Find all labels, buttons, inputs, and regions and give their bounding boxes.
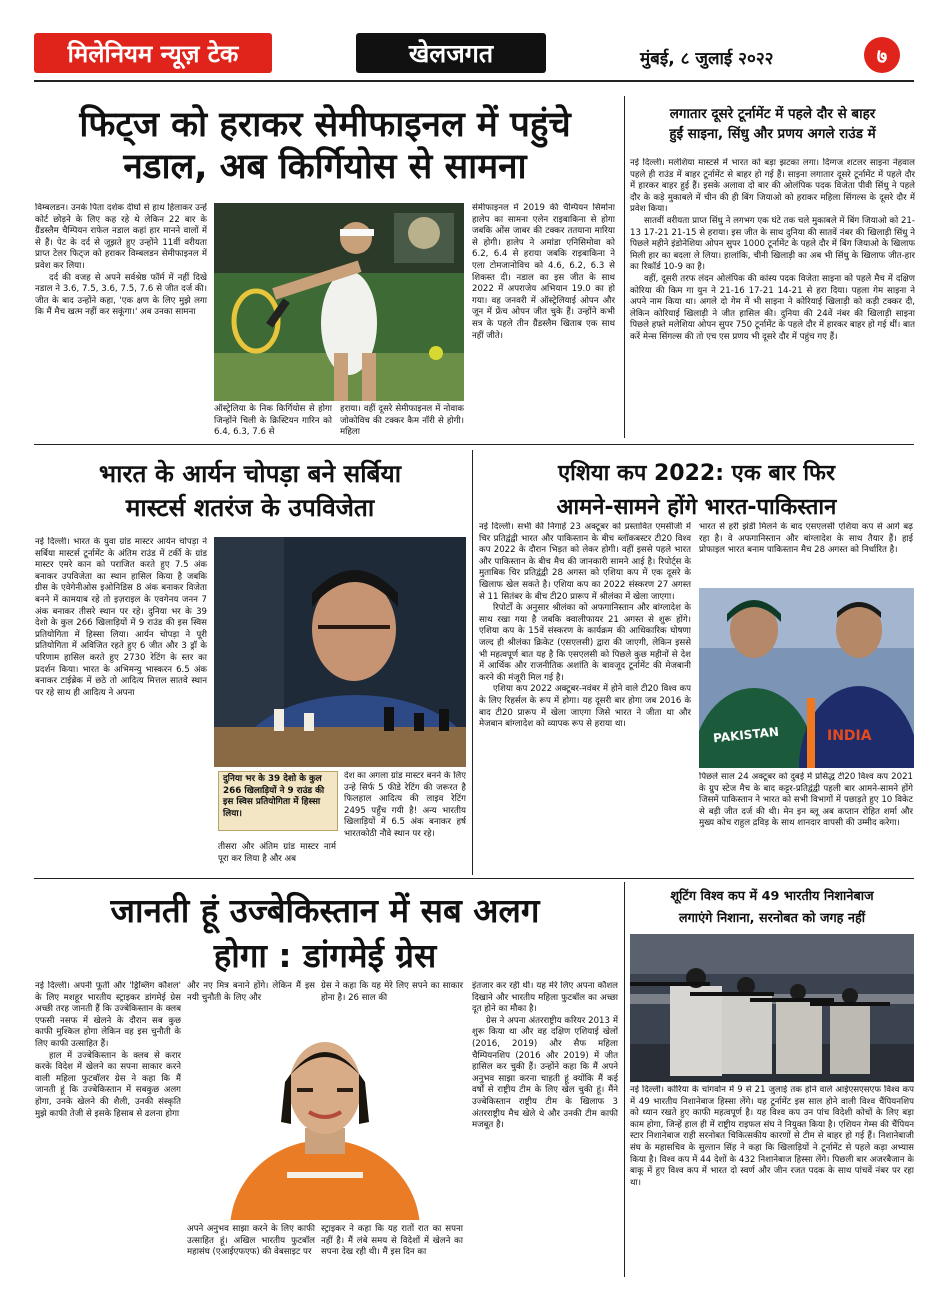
dateline: मुंबई, ८ जुलाई २०२२ bbox=[640, 49, 774, 69]
chess-col3b bbox=[344, 771, 466, 873]
masthead-rule bbox=[34, 80, 914, 82]
page-number-text: ७ bbox=[876, 43, 888, 68]
chess-photo-svg bbox=[214, 537, 466, 767]
chess-col2b: तीसरा और अंतिम ग्रांड मास्टर नार्म पूरा कर लिया है और अब bbox=[218, 842, 336, 864]
nadal-col1 bbox=[35, 203, 207, 430]
asia-col2-top-p1: भारत से हरी झंडी मिलने के बाद एसएलसी एशिया कप से आगे बढ़ रहा है। वे अफगानिस्तान और बांग्लादेश के साथ तैयार हैं। हाई प्रोफाइल भारत बनाम पाकिस्तान मैच 28 अगस्त को निर्धारित है। bbox=[699, 522, 913, 556]
asia-headline-line2: आमने-सामने होंगे भारत-पाकिस्तान bbox=[556, 495, 837, 520]
asia-col2-bottom bbox=[699, 772, 913, 874]
shooting-body bbox=[630, 1085, 914, 1271]
nadal-headline-line1: फिट्ज को हराकर सेमीफाइनल में पहुंचे bbox=[79, 105, 571, 145]
chess-piece-icon bbox=[274, 709, 284, 731]
nadal-headline-line2: नडाल, अब किर्गियोस से सामना bbox=[123, 147, 527, 187]
saina-headline-line1: लगातार दूसरे टूर्नामेंट में पहले दौर से बाहर bbox=[669, 106, 876, 122]
asia-col2-top bbox=[699, 522, 913, 584]
nadal-saina-divider bbox=[624, 96, 625, 438]
nadal-caption-right: हराया। वहीं दूसरे सेमीफाइनल में नोवाक जोकोविच की टक्कर कैम नॉरी से होगी। महिला bbox=[340, 404, 464, 438]
nadal-caption-mid: ऑस्ट्रेलिया के निक किर्गियोस से होगा जिन्होंने चिली के क्रिस्टियन गारिन को 6.4, 6.3, 7.6 से bbox=[214, 404, 332, 438]
nadal-col1-p1: विम्बलडन। उनके पिता दर्शक दीर्घा से हाथ हिलाकर उन्हें कोर्ट छोड़ने के लिए कह रहे थे लेकिन 22 बार के ग्रैंडस्लैम चैम्पियन राफेल नडाल कहां हार मानने वालों में से हैं। पेट के दर्द से जूझते हुए उन्होंने 11वीं वरीयता प्राप्त टेलर फिट्ज को हराकर विम्बलडन सेमीफाइनल में प्रवेश कर लिया। bbox=[35, 203, 207, 271]
saina-p2: सातवीं वरीयता प्राप्त सिंधु ने लगभग एक घंटे तक चले मुकाबले में बिंग जियाओ को 21-13 17-21 21-15 से हराया। इस जीत के साथ दुनिया की सातवें नंबर की खिलाड़ी सिंधु ने पिछले महीने इंडोनेशिया ओपन सुपर 1000 टूर्नामेंट के पहले दौर में बिंग जियाओ के खिलाफ मिली हार का बदला ले लिया। हालांकि, चीनी खिलाड़ी का अब भी सिंधु के खिलाफ जीत-हार का रिकॉर्ड 10-9 का है। bbox=[630, 215, 915, 273]
saina-p1: नई दिल्ली। मलेशिया मास्टर्स में भारत को बड़ा झटका लगा। दिग्गज शटलर साइना नेहवाल पहले ही राउंड में बाहर टूर्नामेंट से बाहर हो गई हैं। साइना लगातार दूसरे टूर्नामेंट में पहले दौर में हारकर बाहर हुई हैं। इसके अलावा दो बार की ओलंपिक पदक विजेता पीवी सिंधु ने पहले दौर के कड़े मुकाबले में चीन की ही बिंग जियाओ को हराकर महिला सिंगल्स के दूसरे दौर में प्रवेश किया। bbox=[630, 158, 915, 215]
section-rule-1 bbox=[34, 444, 914, 445]
shooting-p1: नई दिल्ली। कोरिया के चांगवोन में 9 से 21 जुलाई तक होने वाले आईएसएसएफ विश्व कप में 49 भारतीय निशानेबाज हिस्सा लेंगे। यह टूर्नामेंट इस साल होने वाली विश्व चैंपियनशिप को ध्यान रखते हुए काफी महत्वपूर्ण है। यह विश्व कप उन पांच विदेशी कोचों के लिए बड़ा काम होगा, जिन्हें हाल ही में राष्ट्रीय राइफल संघ ने नियुक्त किया है। एशियन गेम्स की चैंपियन स्टार निशानेबाज राही सरनोबत चिकित्सकीय कारणों से टीम से बाहर हो गई हैं। निशानेबाजी संघ के महासचिव के सुल्तान सिंह ने कहा कि खिलाड़ियों ने टूर्नामेंट से पहले कड़ा अभ्यास किया है। विश्व कप में 44 देशों के 432 निशानेबाज हिस्सा लेंगे। पिछली बार अजरबैजान के बाकू में हुए विश्व कप में भारत दो स्वर्ण और जीन रजत पदक के साथ पांचवें नंबर पर रहा था। bbox=[630, 1085, 914, 1188]
grace-photo-svg bbox=[187, 1012, 463, 1220]
chess-pullquote-text: दुनिया भर के 39 देशो के कुल 266 खिलाड़ियों ने 9 राउंड की इस स्विस प्रतियोगिता में हिस्सा लिया। bbox=[223, 774, 325, 819]
rifle-icon bbox=[630, 982, 710, 986]
shooting-headline-line2: लगाएंगे निशाना, सरनोबत को जगह नहीं bbox=[678, 911, 866, 926]
saina-headline-line2: हुईं साइना, सिंधु और प्रणय अगले राउंड में bbox=[669, 126, 876, 142]
jersey-left-text: PAKISTAN bbox=[712, 724, 780, 746]
nadal-col1-p2: दर्द की वजह से अपने सर्वश्रेष्ठ फॉर्म में नहीं दिखे नडाल ने 3.6, 7.5, 3.6, 7.5, 7.6 से जीत दर्ज की। जीत के बाद उन्होंने कहा, 'एक क्षण के लिए मुझे लगा कि मैं मैच खत्म नहीं कर सकूंगा।' अब उनका सामना bbox=[35, 272, 207, 318]
asia-headline-line1: एशिया कप 2022: एक बार फिर bbox=[558, 461, 835, 486]
chess-col1 bbox=[35, 537, 207, 873]
shooting-photo-svg bbox=[630, 934, 914, 1082]
grace-col1-p1: नई दिल्ली। अपनी फूर्ती और 'ड्रिब्लिंग कौशल' के लिए मशहूर भारतीय स्ट्राइकर डांगमेई ग्रेस अच्छी तरह जानती हैं कि उज्बेकिस्तान के क्लब एफसी नसफ में खेलने के दौरान सब कुछ काफी मुश्किल होगा लेकिन वह इस चुनौती के लिए काफी उत्साहित हैं। bbox=[35, 981, 181, 1049]
nadal-col3-p1: सेमीफाइनल में 2019 की चैम्पियन सिमोना हालेप का सामना एलेन राइबाकिना से होगा जबकि ओंस जाबर की टक्कर ततयाना मारिया से होगी। हालेप ने अमांडा एनिसिमोवा को 6.2, 6.4 से हराया जबकि राइबाकिना ने एला टोमजानोविच को 4.6, 6.2, 6.3 से शिकस्त दी। नडाल का इस जीत के साथ 2022 में अपराजेय अभियान 19.0 का हो गया। वह जनवरी में ऑस्ट्रेलियाई ओपन और जून में फ्रेंच ओपन जीत चुके हैं। उन्होंने कभी सत्र के पहले तीन ग्रैंडस्लैम खिताब एक साथ नहीं जीते। bbox=[472, 203, 615, 341]
asia-col2-bottom-p1: पिछले साल 24 अक्टूबर को दुबई में प्रसिद्ध टी20 विश्व कप 2021 के ग्रुप स्टेज मैच के बाद कट्टर-प्रतिद्वंद्वी पहली बार आमने-सामने होंगे जिसमें पाकिस्तान ने भारत को सभी विभागों में पछाड़ते हुए 10 विकेट से बड़ी जीत दर्ज की थी। मेन इन ब्लू अब कप्तान रोहित शर्मा और मुख्य कोच राहुल द्रविड़ के साथ शानदार वापसी की उम्मीद करेगा। bbox=[699, 772, 913, 829]
chess-headline-line2: मास्टर्स शतरंज के उपविजेता bbox=[125, 493, 375, 522]
grace-headline bbox=[30, 888, 620, 978]
asia-photo bbox=[699, 588, 914, 768]
asia-col1-p3: एशिया कप 2022 अक्टूबर-नवंबर में होने वाले टी20 विश्व कप के लिए रिहर्सल के रूप में होगा। यह दूसरी बार होगा जब 2016 के बाद टी20 प्रारूप में खेला जाएगा जिसे भारत ने जीता था और मेजबान बांग्लादेश को व्यापक रूप से हराया था। bbox=[479, 684, 691, 730]
grace-headline-line1: जानती हूं उज्बेकिस्तान में सब अलग bbox=[110, 891, 540, 930]
saina-headline bbox=[630, 104, 915, 144]
nadal-photo bbox=[214, 203, 464, 401]
grace-col1 bbox=[35, 981, 181, 1271]
masthead-paper-name bbox=[34, 33, 272, 73]
grace-col1-p2: हाल में उज्बेकिस्तान के क्लब से करार करके विदेश में खेलने का सपना साकार करने वाली महिला फुटबॉलर ग्रेस ने कहा कि मैं जानती हूं कि उज्बेकिस्तान में सबकुछ अलग होगा, उनके खेलने की शैली, उनकी संस्कृति मुझे काफी तेजी से इसके हिसाब से ढलना होगा bbox=[35, 1050, 181, 1119]
shooting-headline bbox=[628, 886, 916, 930]
chess-headline bbox=[34, 457, 466, 525]
asia-col1-p1: नई दिल्ली। सभी की निगाहें 23 अक्टूबर को प्रस्तावित एमसीजी में चिर प्रतिद्वंद्वी भारत और पाकिस्तान के बीच ब्लॉकबस्टर टी20 विश्व कप 2022 के दौरान भिड़त को लेकर होगी। वहीं इससे पहले भारत और पाकिस्तान के बीच मैच की जानकारी सामने आई है। रिपोर्ट्स के मुताबिक चिर प्रतिद्वंद्वी 28 अगस्त को एशिया कप में एक दूसरे के खिलाफ खेल सकते है। एशिया कप का 2022 संस्करण 27 अगस्त से 11 सितंबर के बीच टी20 प्रारूप में श्रीलंका में खेला जाएगा। bbox=[479, 522, 691, 602]
chess-col1-p1: नई दिल्ली। भारत के युवा ग्रांड मास्टर आर्यन चोपड़ा ने सर्बिया मास्टर्स टूर्नामेंट के अंतिम राउंड में टर्की के ग्रांड मास्टर एमरे कान को पराजित करते हुए 7.5 अंक बनाकर उपविजेता का स्थान हासिल किया है जबकि ग्रीस के एवेगेनीओस इओनिडिस 8 अंक बनाकर विजेता बनने में कामयाब रहे तो इज़राइल के एवगेनय जनन 7 अंक बनाकर तीसरे स्थान पर रहे। दुनिया भर के 39 देशो के कुल 266 खिलाड़ियों में 9 राउंड की इस स्विस प्रतियोगिता में हिस्सा लिया। आर्यन चोपड़ा ने पूरी प्रतियोगिता में अविजित रहते हुए 6 जीत और 3 ड्रॉ के परिणाम हासिल करते हुए 2730 रेटिंग के स्तर का प्रदर्शन किया। भारत के अभिमन्यु भास्करन 6.5 अंक बनाकर टाईब्रेक में छठे तो आदित्य मित्तल सातवे स्थान पर रहे साथ ही आदित्य ने अपना bbox=[35, 537, 207, 698]
grace-col4-p1: इंतजार कर रही थी। यह मेरे लिए अपना कौशल दिखाने और भारतीय महिला फुटबॉल का अच्छा दूत होने का मौका है। bbox=[472, 981, 618, 1015]
paper-name-text: मिलेनियम न्यूज़ टेक bbox=[67, 39, 239, 68]
chess-pullquote bbox=[218, 771, 338, 831]
section-text: खेलजगत bbox=[408, 39, 494, 68]
grace-col3-bottom: स्ट्राइकर ने कहा कि यह रातों रात का सपना नहीं है। मैं लंबे समय से विदेशों में खेलने का सपना देख रही थी। मैं इस दिन का bbox=[321, 1224, 463, 1258]
section-rule-2 bbox=[34, 878, 914, 879]
grace-shooting-divider bbox=[624, 882, 625, 1277]
grace-headline-line2: होगा : डांगमेई ग्रेस bbox=[213, 936, 437, 975]
grace-col2-top: और नए मित्र बनाने होंगे। लेकिन मैं इस नयी चुनौती के लिए और bbox=[187, 981, 315, 1003]
asia-col1-p2: रिपोर्टों के अनुसार श्रीलंका को अफगानिस्तान और बांग्लादेश के साथ रखा गया है जबकि क्वालीफायर 21 अगस्त से शुरू होंगे। एशिया कप के 15वें संस्करण के कार्यक्रम की आधिकारिक घोषणा जल्द ही श्रीलंका क्रिकेट (एसएलसी) द्वारा की जाएगी, लेकिन इससे भी महत्वपूर्ण बात यह है कि एसएलसी को पिछले कुछ महीनों से देश में आर्थिक और राजनीतिक अशांति के बावजूद टूर्नामेंट की मेजबानी करने की मंजूरी मिल गई है। bbox=[479, 603, 691, 683]
masthead-section bbox=[356, 33, 546, 73]
chess-headline-line1: भारत के आर्यन चोपड़ा बने सर्बिया bbox=[98, 459, 402, 488]
nadal-headline bbox=[30, 104, 620, 188]
saina-p3: वहीं, दूसरी तरफ लंदन ओलंपिक की कांस्य पदक विजेता साइना को पहले मैच में दक्षिण कोरिया की किम गा युन ने 21-16 17-21 14-21 से हरा दिया। पहला गेम साइना ने अपने नाम किया था। अगले दो गेम में भी साइना ने कोरियाई खिलाड़ी को कड़ी टक्कर दी, लेकिन कोरियाई खिलाड़ी ने जीत हासिल की। दुनिया की 24वें नंबर की खिलाड़ी साइना पिछले हफ्ते मलेशिया ओपन सुपर 750 टूर्नामेंट के पहले दौर में हारकर बाहर हो गई थीं। बात करें मेन्स सिंगल्स की तो एच एस प्रणय भी दूसरे दौर में पहुंच गए हैं। bbox=[630, 273, 915, 342]
nadal-col3 bbox=[472, 203, 615, 430]
shooting-photo bbox=[630, 934, 914, 1082]
saina-body bbox=[630, 158, 915, 440]
nadal-photo-svg bbox=[214, 203, 464, 401]
grace-col4 bbox=[472, 981, 618, 1271]
grace-col3-top: ग्रेस ने कहा कि यह मेरे लिए सपने का साकार होना है। 26 साल की bbox=[321, 981, 463, 1003]
grace-photo bbox=[187, 1012, 463, 1220]
chess-col3b-p1: देश का अगला ग्रांड मास्टर बनने के लिए उन्हे सिर्फ 5 फीडे रेटिंग की जरूरत है फिलहाल आदित्य की लाइव रेटिंग 2495 पहुँच गयी है! अन्य भारतीय खिलाड़ियों में 6.5 अंक बनाकर हर्ष भारतकोठी नौवे स्थान पर रहे। bbox=[344, 771, 466, 839]
grace-col2-bottom: अपने अनुभव साझा करने के लिए काफी उत्साहित हूं। अखिल भारतीय फुटबॉल महासंघ (एआईएफएफ) की वेबसाइट पर bbox=[187, 1224, 315, 1258]
shooting-headline-line1: शूटिंग विश्व कप में 49 भारतीय निशानेबाज bbox=[670, 889, 874, 904]
clock-icon bbox=[408, 217, 440, 249]
grace-col4-p2: ग्रेस ने अपना अंतरराष्ट्रीय करियर 2013 में शुरू किया था और वह दक्षिण एशियाई खेलों (2016, 2019) और सैफ महिला चैम्पियनशिप (2016 और 2019) में जीत हासिल कर चुकी हैं। उन्होंने कहा कि मैं अपने अनुभव साझा करना चाहती हूं क्योंकि मैं कई वर्षों से राष्ट्रीय टीम के लिए खेल चुकी हूं। मैंने उज्बेकिस्तान राष्ट्रीय टीम के खिलाफ 3 अंतरराष्ट्रीय मैच खेले थे और उनकी टीम काफी मजबूत है। bbox=[472, 1015, 618, 1131]
asia-col1 bbox=[479, 522, 691, 874]
chess-asia-divider bbox=[472, 450, 473, 875]
page-number bbox=[864, 37, 900, 73]
asia-headline bbox=[478, 457, 915, 525]
jersey-right-text: INDIA bbox=[827, 728, 872, 744]
chess-photo bbox=[214, 537, 466, 767]
